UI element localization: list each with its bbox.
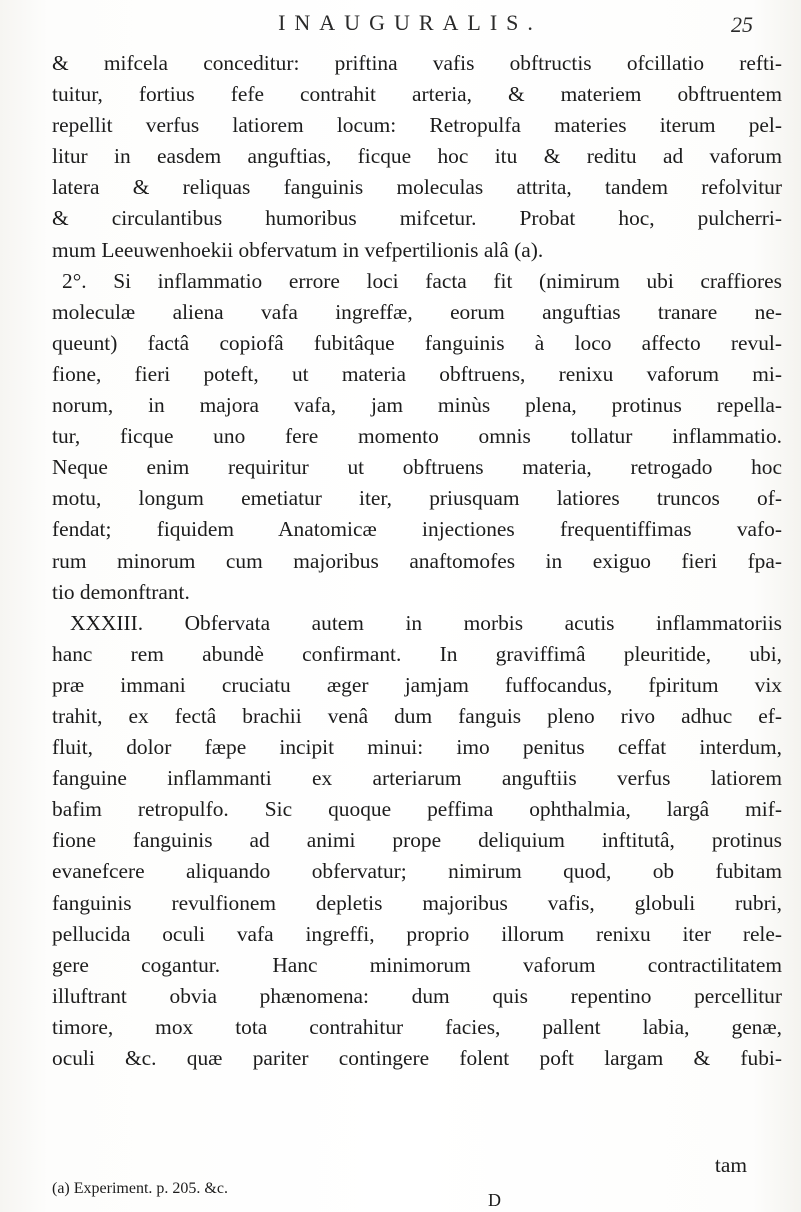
text-line: & circulantibus humoribus mifcetur. Probat hoc, pulcherri-	[52, 206, 782, 231]
catchword: tam	[714, 1153, 747, 1177]
text-line: latera & reliquas fanguinis moleculas attrita, tandem refolvitur	[52, 175, 782, 200]
text-line: gere cogantur. Hanc minimorum vaforum contractilitatem	[52, 952, 782, 977]
text-line: oculi &c. quæ pariter contingere folent poft largam & fubi-	[52, 1046, 782, 1070]
footnote: (a) Experiment. p. 205. &c.	[52, 1180, 228, 1197]
text-line: motu, longum emetiatur iter, priusquam latiores truncos of-	[52, 486, 782, 511]
text-line: fione fanguinis ad animi prope deliquium inftitutâ, protinus	[52, 828, 782, 853]
text-line: fanguine inflammanti ex arteriarum anguftiis verfus latiorem	[52, 766, 782, 791]
text-line: & mifcela conceditur: priftina vafis obftructis ofcillatio refti-	[52, 51, 782, 75]
text-line: XXXIII. Obfervata autem in morbis acutis inflammatoriis	[70, 610, 782, 635]
body-text	[52, 48, 782, 1074]
text-line: tio demonftrant.	[52, 579, 190, 604]
text-line: repellit verfus latiorem locum: Retropulfa materies iterum pel-	[52, 113, 782, 138]
text-line: pellucida oculi vafa ingreffi, proprio illorum renixu iter rele-	[52, 921, 782, 946]
text-line: tur, ficque uno fere momento omnis tollatur inflammatio.	[52, 424, 782, 449]
text-line: præ immani cruciatu æger jamjam fuffocandus, fpiritum vix	[52, 672, 782, 697]
page-number: 25	[731, 12, 753, 37]
text-line: illuftrant obvia phænomena: dum quis repentino percellitur	[52, 983, 782, 1008]
signature-mark: D	[488, 1190, 501, 1210]
text-line: Neque enim requiritur ut obftruens materia, retrogado hoc	[52, 455, 782, 480]
text-line: trahit, ex fectâ brachii venâ dum fanguis pleno rivo adhuc ef-	[52, 703, 782, 728]
running-title: INAUGURALIS.	[278, 10, 542, 35]
text-line: litur in easdem anguftias, ficque hoc itu & reditu ad vaforum	[52, 144, 782, 169]
text-line: moleculæ aliena vafa ingreffæ, eorum anguftias tranare ne-	[52, 299, 782, 324]
text-line: 2°. Si inflammatio errore loci facta fit (nimirum ubi craffiores	[62, 268, 782, 293]
text-line: tuitur, fortius fefe contrahit arteria, & materiem obftruentem	[52, 82, 782, 107]
text-line: mum Leeuwenhoekii obfervatum in vefpertilionis alâ (a).	[52, 237, 544, 262]
text-line: fendat; fiquidem Anatomicæ injectiones frequentiffimas vafo-	[52, 517, 782, 542]
text-line: fione, fieri poteft, ut materia obftruens, renixu vaforum mi-	[52, 361, 782, 386]
text-line: bafim retropulfo. Sic quoque peffima ophthalmia, largâ mif-	[52, 797, 782, 822]
text-line: evanefcere aliquando obfervatur; nimirum quod, ob fubitam	[52, 859, 782, 884]
text-line: hanc rem abundè confirmant. In graviffimâ pleuritide, ubi,	[52, 641, 782, 666]
text-line: rum minorum cum majoribus anaftomofes in exiguo fieri fpa-	[52, 548, 782, 573]
text-line: fluit, dolor fæpe incipit minui: imo penitus ceffat interdum,	[52, 735, 782, 760]
text-line: queunt) factâ copiofâ fubitâque fanguinis à loco affecto revul-	[52, 330, 782, 355]
text-line: fanguinis revulfionem depletis majoribus vafis, globuli rubri,	[52, 890, 782, 915]
text-line: timore, mox tota contrahitur facies, pallent labia, genæ,	[52, 1014, 782, 1039]
text-line: norum, in majora vafa, jam minùs plena, protinus repella-	[52, 393, 782, 418]
